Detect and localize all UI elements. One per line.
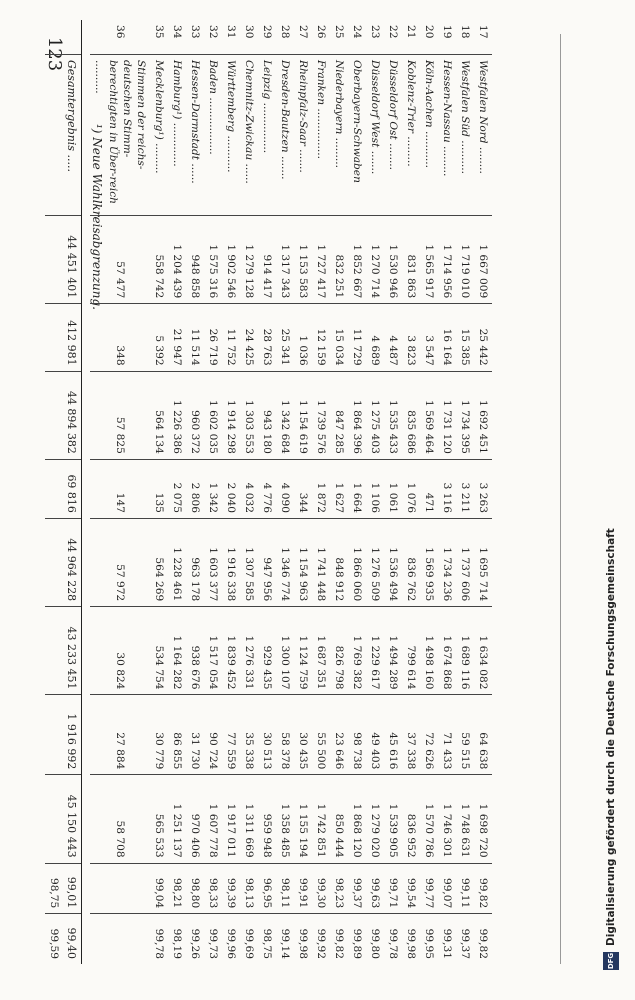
value-cell: 99,80 bbox=[366, 914, 384, 964]
total-value: 44 894 382 bbox=[63, 371, 82, 459]
spacer-cell bbox=[82, 20, 91, 964]
value-cell: 30 513 bbox=[258, 695, 276, 775]
value-cell: 99,96 bbox=[222, 914, 240, 964]
value-cell: 72 626 bbox=[420, 695, 438, 775]
row-number: 31 bbox=[225, 25, 237, 39]
value-cell: 3 116 bbox=[438, 459, 456, 518]
value-cell: 1 741 448 bbox=[312, 518, 330, 606]
table-row bbox=[294, 20, 312, 964]
value-cell: 1 276 331 bbox=[240, 607, 258, 695]
value-cell: 99,37 bbox=[456, 914, 474, 964]
value-cell: 25 341 bbox=[276, 304, 294, 371]
value-cell: 1 317 343 bbox=[276, 216, 294, 304]
value-cell: 28 763 bbox=[258, 304, 276, 371]
table-row bbox=[420, 20, 438, 964]
district-name: Württemberg ........... bbox=[222, 55, 240, 216]
value-cell: 848 912 bbox=[330, 518, 348, 606]
row-number: 27 bbox=[297, 25, 309, 39]
value-cell: 959 948 bbox=[258, 775, 276, 863]
value-cell: 98,23 bbox=[330, 863, 348, 914]
value-cell: 1 852 667 bbox=[348, 216, 366, 304]
total-value: 1 916 992 bbox=[63, 695, 82, 775]
value-cell: 943 180 bbox=[258, 371, 276, 459]
district-name: Niederbayern ......... bbox=[330, 55, 348, 216]
value-cell: 1 036 bbox=[294, 304, 312, 371]
district-name: Mecklenburg¹) ......... bbox=[150, 55, 168, 216]
value-cell: 37 338 bbox=[402, 695, 420, 775]
value-cell: 31 730 bbox=[186, 695, 204, 775]
value-cell: 99,07 bbox=[438, 863, 456, 914]
value-cell: 4 090 bbox=[276, 459, 294, 518]
total-value: 99,59 bbox=[45, 914, 63, 964]
row-number: 19 bbox=[441, 25, 453, 39]
table-row bbox=[312, 20, 330, 964]
value-cell: 99,31 bbox=[438, 914, 456, 964]
value-cell: 1 124 759 bbox=[294, 607, 312, 695]
value-cell: 99,78 bbox=[384, 914, 402, 964]
value-cell: 1 346 774 bbox=[276, 518, 294, 606]
value-cell: 1 535 433 bbox=[384, 371, 402, 459]
empty-cell bbox=[45, 607, 63, 695]
value-cell: 45 616 bbox=[384, 695, 402, 775]
empty-cell bbox=[45, 371, 63, 459]
district-name: Koblenz-Trier ......... bbox=[402, 55, 420, 216]
value-cell: 929 435 bbox=[258, 607, 276, 695]
value-cell: 99,92 bbox=[312, 914, 330, 964]
value-cell: 836 762 bbox=[402, 518, 420, 606]
value-cell: 98 738 bbox=[348, 695, 366, 775]
value-cell: 99,37 bbox=[348, 863, 366, 914]
value-cell: 11 514 bbox=[186, 304, 204, 371]
table-row bbox=[438, 20, 456, 964]
empty-cell bbox=[45, 775, 63, 863]
value-cell: 99,82 bbox=[474, 914, 492, 964]
value-cell: 1 734 395 bbox=[456, 371, 474, 459]
value-cell: 71 433 bbox=[438, 695, 456, 775]
value-cell bbox=[90, 914, 150, 964]
total-value: 44 964 228 bbox=[63, 518, 82, 606]
value-cell: 914 417 bbox=[258, 216, 276, 304]
value-cell: 58 708 bbox=[90, 775, 150, 863]
value-cell: 1 569 935 bbox=[420, 518, 438, 606]
value-cell: 1 692 451 bbox=[474, 371, 492, 459]
district-name: Dresden-Bautzen ....... bbox=[276, 55, 294, 216]
value-cell: 57 825 bbox=[90, 371, 150, 459]
row-number: 26 bbox=[315, 25, 327, 39]
empty-cell bbox=[45, 216, 63, 304]
value-cell: 27 884 bbox=[90, 695, 150, 775]
value-cell: 99,89 bbox=[348, 914, 366, 964]
value-cell: 99,04 bbox=[150, 863, 168, 914]
row-number: 36 bbox=[114, 25, 126, 39]
value-cell: 1 342 684 bbox=[276, 371, 294, 459]
results-table-wrapper bbox=[48, 20, 492, 964]
value-cell: 99,11 bbox=[456, 863, 474, 914]
district-name: Chemnitz-Zwickau ...... bbox=[240, 55, 258, 216]
value-cell: 1 602 035 bbox=[204, 371, 222, 459]
district-name: Hessen-Darmstadt ...... bbox=[186, 55, 204, 216]
value-cell: 1 570 786 bbox=[420, 775, 438, 863]
value-cell: 558 742 bbox=[150, 216, 168, 304]
table-row bbox=[366, 20, 384, 964]
value-cell: 836 952 bbox=[402, 775, 420, 863]
value-cell: 1 275 403 bbox=[366, 371, 384, 459]
value-cell: 1 916 338 bbox=[222, 518, 240, 606]
value-cell: 135 bbox=[150, 459, 168, 518]
value-cell: 98,33 bbox=[204, 863, 222, 914]
row-number: 22 bbox=[387, 25, 399, 39]
district-name: Düsseldorf West ....... bbox=[366, 55, 384, 216]
value-cell: 565 533 bbox=[150, 775, 168, 863]
table-body bbox=[45, 20, 492, 964]
value-cell: 24 425 bbox=[240, 304, 258, 371]
row-number: 25 bbox=[333, 25, 345, 39]
value-cell: 86 855 bbox=[168, 695, 186, 775]
value-cell: 98,75 bbox=[258, 914, 276, 964]
district-name: Hessen-Nassau ......... bbox=[438, 55, 456, 216]
value-cell: 1 303 553 bbox=[240, 371, 258, 459]
value-cell: 1 917 011 bbox=[222, 775, 240, 863]
value-cell: 1 746 301 bbox=[438, 775, 456, 863]
table-row bbox=[240, 20, 258, 964]
value-cell: 1 076 bbox=[402, 459, 420, 518]
value-cell: 16 164 bbox=[438, 304, 456, 371]
value-cell: 99,69 bbox=[240, 914, 258, 964]
table-row bbox=[222, 20, 240, 964]
district-name: Baden ................. bbox=[204, 55, 222, 216]
value-cell: 564 134 bbox=[150, 371, 168, 459]
value-cell: 1 204 439 bbox=[168, 216, 186, 304]
row-number: 32 bbox=[207, 25, 219, 39]
value-cell: 1 276 509 bbox=[366, 518, 384, 606]
value-cell: 1 868 120 bbox=[348, 775, 366, 863]
value-cell: 11 752 bbox=[222, 304, 240, 371]
value-cell: 57 477 bbox=[90, 216, 150, 304]
table-row bbox=[204, 20, 222, 964]
value-cell: 850 444 bbox=[330, 775, 348, 863]
table-row bbox=[474, 20, 492, 964]
value-cell: 5 392 bbox=[150, 304, 168, 371]
district-name: Westfalen Nord ........ bbox=[474, 55, 492, 216]
table-row bbox=[402, 20, 420, 964]
total-value: 44 451 401 bbox=[63, 216, 82, 304]
value-cell: 1 737 606 bbox=[456, 518, 474, 606]
value-cell: 1 695 714 bbox=[474, 518, 492, 606]
value-cell: 99,78 bbox=[150, 914, 168, 964]
row-number: 17 bbox=[477, 25, 489, 39]
value-cell: 99,82 bbox=[330, 914, 348, 964]
value-cell: 1 864 396 bbox=[348, 371, 366, 459]
row-number: 30 bbox=[243, 25, 255, 39]
value-cell: 948 858 bbox=[186, 216, 204, 304]
value-cell: 960 372 bbox=[186, 371, 204, 459]
table-row bbox=[90, 20, 150, 964]
value-cell: 1 061 bbox=[384, 459, 402, 518]
row-number: 20 bbox=[423, 25, 435, 39]
value-cell bbox=[90, 863, 150, 914]
value-cell: 947 956 bbox=[258, 518, 276, 606]
value-cell: 99,54 bbox=[402, 863, 420, 914]
value-cell: 12 159 bbox=[312, 304, 330, 371]
value-cell: 1 748 631 bbox=[456, 775, 474, 863]
value-cell: 99,98 bbox=[402, 914, 420, 964]
value-cell: 1 565 917 bbox=[420, 216, 438, 304]
value-cell: 1 153 583 bbox=[294, 216, 312, 304]
value-cell: 99,98 bbox=[294, 914, 312, 964]
row-number: 21 bbox=[405, 25, 417, 39]
total-value: 99,40 bbox=[63, 914, 82, 964]
value-cell: 799 614 bbox=[402, 607, 420, 695]
footnote: ¹) Neue Wahlkreisabgrenzung. bbox=[90, 123, 104, 310]
value-cell: 1 603 377 bbox=[204, 518, 222, 606]
value-cell: 1 517 054 bbox=[204, 607, 222, 695]
value-cell: 1 769 382 bbox=[348, 607, 366, 695]
district-name: Düsseldorf Ost ........ bbox=[384, 55, 402, 216]
value-cell: 1 739 576 bbox=[312, 371, 330, 459]
value-cell: 21 947 bbox=[168, 304, 186, 371]
page-rule bbox=[560, 34, 561, 964]
value-cell: 4 689 bbox=[366, 304, 384, 371]
value-cell: 4 487 bbox=[384, 304, 402, 371]
value-cell: 99,30 bbox=[312, 863, 330, 914]
value-cell: 1 667 009 bbox=[474, 216, 492, 304]
value-cell: 835 686 bbox=[402, 371, 420, 459]
value-cell: 1 342 bbox=[204, 459, 222, 518]
value-cell: 30 824 bbox=[90, 607, 150, 695]
value-cell: 847 285 bbox=[330, 371, 348, 459]
results-table bbox=[45, 20, 492, 964]
value-cell: 25 442 bbox=[474, 304, 492, 371]
value-cell: 147 bbox=[90, 459, 150, 518]
value-cell: 26 719 bbox=[204, 304, 222, 371]
row-number: 28 bbox=[279, 25, 291, 39]
district-name: Stimmen der reichs-deutschen Stimm-berechtigten in Über-reich .......... bbox=[90, 55, 150, 216]
value-cell: 1 734 236 bbox=[438, 518, 456, 606]
value-cell: 1 300 107 bbox=[276, 607, 294, 695]
value-cell: 90 724 bbox=[204, 695, 222, 775]
value-cell: 1 164 282 bbox=[168, 607, 186, 695]
value-cell: 2 806 bbox=[186, 459, 204, 518]
value-cell: 1 155 194 bbox=[294, 775, 312, 863]
value-cell: 99,73 bbox=[204, 914, 222, 964]
value-cell: 963 178 bbox=[186, 518, 204, 606]
value-cell: 99,63 bbox=[366, 863, 384, 914]
value-cell: 1 902 546 bbox=[222, 216, 240, 304]
value-cell: 49 403 bbox=[366, 695, 384, 775]
total-value: 69 816 bbox=[63, 459, 82, 518]
value-cell: 1 358 485 bbox=[276, 775, 294, 863]
empty-cell bbox=[45, 55, 63, 216]
table-spacer bbox=[82, 20, 91, 964]
value-cell: 471 bbox=[420, 459, 438, 518]
total-row bbox=[63, 20, 82, 964]
value-cell: 59 515 bbox=[456, 695, 474, 775]
value-cell: 344 bbox=[294, 459, 312, 518]
value-cell: 970 406 bbox=[186, 775, 204, 863]
value-cell: 30 779 bbox=[150, 695, 168, 775]
value-cell: 1 569 464 bbox=[420, 371, 438, 459]
value-cell: 99,39 bbox=[222, 863, 240, 914]
value-cell: 938 676 bbox=[186, 607, 204, 695]
value-cell: 832 251 bbox=[330, 216, 348, 304]
value-cell: 1 270 714 bbox=[366, 216, 384, 304]
value-cell: 1 914 298 bbox=[222, 371, 240, 459]
value-cell: 98,19 bbox=[168, 914, 186, 964]
empty-cell bbox=[45, 304, 63, 371]
value-cell: 1 530 946 bbox=[384, 216, 402, 304]
value-cell: 1 742 851 bbox=[312, 775, 330, 863]
total-value: 98,75 bbox=[45, 863, 63, 914]
empty-cell bbox=[45, 518, 63, 606]
value-cell: 4 776 bbox=[258, 459, 276, 518]
value-cell: 30 435 bbox=[294, 695, 312, 775]
district-name: Rheinpfalz-Saar ....... bbox=[294, 55, 312, 216]
value-cell: 1 698 720 bbox=[474, 775, 492, 863]
table-row bbox=[258, 20, 276, 964]
value-cell: 1 279 020 bbox=[366, 775, 384, 863]
value-cell: 1 866 060 bbox=[348, 518, 366, 606]
value-cell: 98,21 bbox=[168, 863, 186, 914]
value-cell: 77 559 bbox=[222, 695, 240, 775]
value-cell: 3 263 bbox=[474, 459, 492, 518]
value-cell: 1 494 289 bbox=[384, 607, 402, 695]
value-cell: 98,13 bbox=[240, 863, 258, 914]
value-cell: 1 727 417 bbox=[312, 216, 330, 304]
value-cell: 1 634 082 bbox=[474, 607, 492, 695]
table-row bbox=[150, 20, 168, 964]
district-name: Franken ............... bbox=[312, 55, 330, 216]
value-cell: 1 575 316 bbox=[204, 216, 222, 304]
value-cell: 1 226 386 bbox=[168, 371, 186, 459]
value-cell: 2 075 bbox=[168, 459, 186, 518]
district-name: Leipzig ............... bbox=[258, 55, 276, 216]
value-cell: 1 154 619 bbox=[294, 371, 312, 459]
value-cell: 1 627 bbox=[330, 459, 348, 518]
value-cell: 826 798 bbox=[330, 607, 348, 695]
value-cell: 99,14 bbox=[276, 914, 294, 964]
total-value: 45 150 443 bbox=[63, 775, 82, 863]
table-row bbox=[330, 20, 348, 964]
value-cell: 1 607 778 bbox=[204, 775, 222, 863]
value-cell: 57 972 bbox=[90, 518, 150, 606]
value-cell: 23 646 bbox=[330, 695, 348, 775]
value-cell: 1 154 963 bbox=[294, 518, 312, 606]
value-cell: 1 229 617 bbox=[366, 607, 384, 695]
value-cell: 64 638 bbox=[474, 695, 492, 775]
value-cell: 99,71 bbox=[384, 863, 402, 914]
value-cell: 1 311 669 bbox=[240, 775, 258, 863]
total-value: 99,01 bbox=[63, 863, 82, 914]
value-cell: 98,11 bbox=[276, 863, 294, 914]
table-row bbox=[456, 20, 474, 964]
value-cell: 15 034 bbox=[330, 304, 348, 371]
value-cell: 3 547 bbox=[420, 304, 438, 371]
value-cell: 1 714 956 bbox=[438, 216, 456, 304]
row-number: 33 bbox=[189, 25, 201, 39]
value-cell: 1 536 494 bbox=[384, 518, 402, 606]
credit-text: Digitalisierung gefördert durch die Deutsche Forschungsgemeinschaft bbox=[605, 528, 617, 946]
value-cell: 1 251 137 bbox=[168, 775, 186, 863]
value-cell: 4 032 bbox=[240, 459, 258, 518]
value-cell: 35 338 bbox=[240, 695, 258, 775]
empty-cell bbox=[45, 695, 63, 775]
empty-cell bbox=[45, 20, 63, 55]
row-number: 18 bbox=[459, 25, 471, 39]
value-cell: 1 279 128 bbox=[240, 216, 258, 304]
value-cell: 58 378 bbox=[276, 695, 294, 775]
row-number: 29 bbox=[261, 25, 273, 39]
value-cell: 98,80 bbox=[186, 863, 204, 914]
page-number: 123 bbox=[44, 36, 65, 72]
value-cell: 3 823 bbox=[402, 304, 420, 371]
table-row bbox=[348, 20, 366, 964]
row-number: 34 bbox=[171, 25, 183, 39]
value-cell: 1 228 461 bbox=[168, 518, 186, 606]
value-cell: 831 863 bbox=[402, 216, 420, 304]
table-row bbox=[168, 20, 186, 964]
value-cell: 1 539 905 bbox=[384, 775, 402, 863]
value-cell: 1 674 868 bbox=[438, 607, 456, 695]
value-cell: 1 498 160 bbox=[420, 607, 438, 695]
value-cell: 1 687 351 bbox=[312, 607, 330, 695]
value-cell: 1 106 bbox=[366, 459, 384, 518]
value-cell: 96,95 bbox=[258, 863, 276, 914]
value-cell: 1 731 120 bbox=[438, 371, 456, 459]
district-name: Köln-Aachen ........... bbox=[420, 55, 438, 216]
total-value: 412 981 bbox=[63, 304, 82, 371]
district-name: Westfalen Süd .......... bbox=[456, 55, 474, 216]
row-number: 23 bbox=[369, 25, 381, 39]
value-cell: 15 385 bbox=[456, 304, 474, 371]
value-cell: 3 211 bbox=[456, 459, 474, 518]
dfg-logo: DFG bbox=[603, 952, 619, 970]
value-cell: 99,95 bbox=[420, 914, 438, 964]
value-cell: 564 269 bbox=[150, 518, 168, 606]
table-row bbox=[276, 20, 294, 964]
value-cell: 1 664 bbox=[348, 459, 366, 518]
value-cell: 1 719 010 bbox=[456, 216, 474, 304]
table-row bbox=[384, 20, 402, 964]
total-value: 43 233 451 bbox=[63, 607, 82, 695]
value-cell: 1 689 116 bbox=[456, 607, 474, 695]
value-cell: 11 729 bbox=[348, 304, 366, 371]
row-number: 35 bbox=[153, 25, 165, 39]
value-cell: 348 bbox=[90, 304, 150, 371]
district-name: Hamburg¹) ............. bbox=[168, 55, 186, 216]
value-cell: 1 872 bbox=[312, 459, 330, 518]
value-cell: 99,77 bbox=[420, 863, 438, 914]
value-cell: 1 307 585 bbox=[240, 518, 258, 606]
total-row-extra bbox=[45, 20, 63, 964]
value-cell: 1 839 452 bbox=[222, 607, 240, 695]
value-cell: 534 754 bbox=[150, 607, 168, 695]
row-number: 24 bbox=[351, 25, 363, 39]
district-name: Oberbayern-Schwaben bbox=[348, 55, 366, 216]
digitization-credit bbox=[603, 30, 621, 970]
total-label: Gesamtergebnis ..... bbox=[63, 55, 82, 216]
empty-cell bbox=[45, 459, 63, 518]
value-cell: 2 040 bbox=[222, 459, 240, 518]
value-cell: 55 500 bbox=[312, 695, 330, 775]
value-cell: 99,91 bbox=[294, 863, 312, 914]
table-row bbox=[186, 20, 204, 964]
value-cell: 99,82 bbox=[474, 863, 492, 914]
row-number bbox=[63, 20, 82, 55]
value-cell: 99,26 bbox=[186, 914, 204, 964]
